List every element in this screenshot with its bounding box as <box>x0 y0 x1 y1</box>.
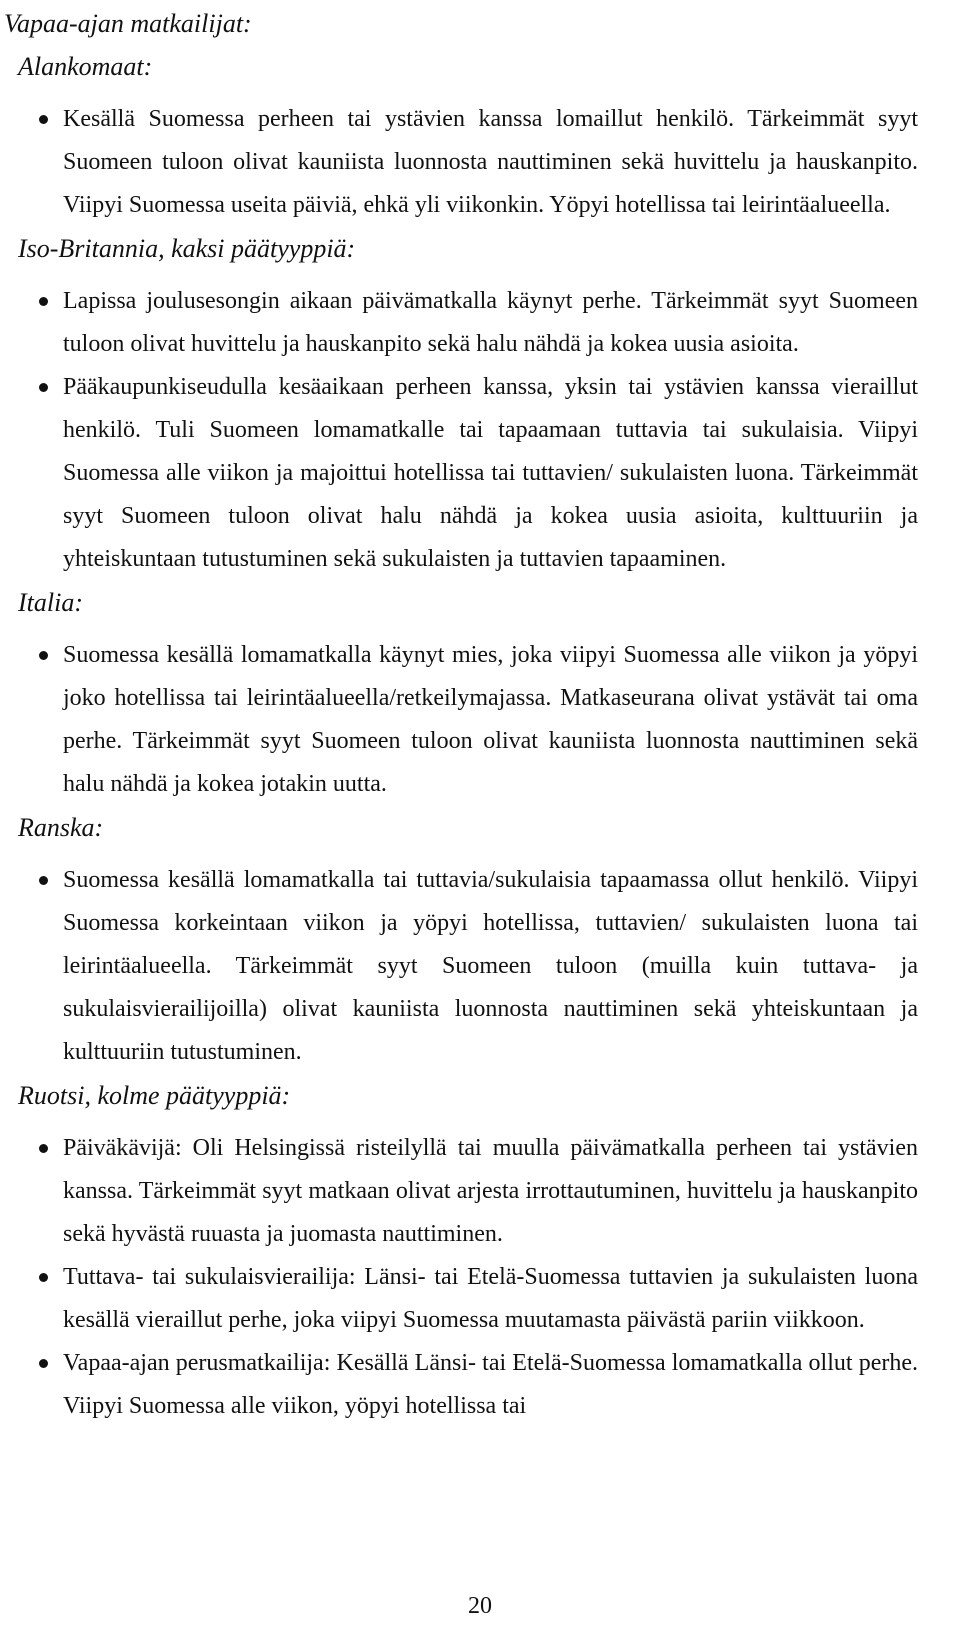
bullet-icon <box>39 1359 48 1368</box>
section-heading: Iso-Britannia, kaksi päätyyppiä: <box>18 234 356 263</box>
list-item <box>18 634 918 806</box>
bullet-icon <box>39 1144 48 1153</box>
list-item <box>18 1342 918 1428</box>
list-item-text: Suomessa kesällä lomamatkalla tai tuttavia/sukulaisia tapaamassa ollut henkilö. Viipyi Suomessa korkeintaan viikon ja yöpyi hotellissa, tuttavien/ sukulaisten luona tai leirintäalueella. Tärkeimmät syyt Suomeen tuloon (muilla kuin tuttava- ja sukulaisvierailijoilla) olivat kauniista luonnosta nauttiminen sekä yhteiskuntaan ja kulttuuriin tutustuminen. <box>63 867 918 1065</box>
list-item-text: Tuttava- tai sukulaisvierailija: Länsi- tai Etelä-Suomessa tuttavien ja sukulaisten luona kesällä vieraillut perhe, joka viipyi Suomessa muutamasta päivästä pariin viikkoon. <box>63 1264 918 1333</box>
list-item-text: Vapaa-ajan perusmatkailija: Kesällä Länsi- tai Etelä-Suomessa lomamatkalla ollut perhe. Viipyi Suomessa alle viikon, yöpyi hotellissa tai <box>63 1350 918 1419</box>
list-item-text: Kesällä Suomessa perheen tai ystävien kanssa lomaillut henkilö. Tärkeimmät syyt Suomeen tuloon olivat kauniista luonnosta nauttiminen sekä huvittelu ja hauskanpito. Viipyi Suomessa useita päiviä, ehkä yli viikonkin. Yöpyi hotellissa tai leirintäalueella. <box>63 106 918 218</box>
list-item <box>18 859 918 1074</box>
bullet-icon <box>39 383 48 392</box>
list-item-text: Lapissa joulusesongin aikaan päivämatkalla käynyt perhe. Tärkeimmät syyt Suomeen tuloon olivat huvittelu ja hauskanpito sekä halu nähdä ja kokea uusia asioita. <box>63 288 918 357</box>
bullet-list <box>18 280 918 581</box>
section-ranska <box>18 806 918 1074</box>
list-item <box>18 366 918 581</box>
section-heading: Italia: <box>18 588 83 617</box>
list-item <box>18 1256 918 1342</box>
section-heading: Ruotsi, kolme päätyyppiä: <box>18 1081 291 1110</box>
bullet-list <box>18 98 918 227</box>
bullet-icon <box>39 876 48 885</box>
page-number: 20 <box>468 1593 492 1619</box>
bullet-list <box>18 1127 918 1428</box>
section-italia <box>18 581 918 806</box>
section-ruotsi <box>18 1074 918 1428</box>
section-heading: Alankomaat: <box>18 52 153 81</box>
list-item-text: Pääkaupunkiseudulla kesäaikaan perheen kanssa, yksin tai ystävien kanssa vieraillut henkilö. Tuli Suomeen lomamatkalle tai tapaamaan tuttavia tai sukulaisia. Viipyi Suomessa alle viikon ja majoittui hotellissa tai tuttavien/ sukulaisten luona. Tärkeimmät syyt Suomeen tuloon olivat halu nähdä ja kokea uusia asioita, kulttuuriin ja yhteiskuntaan tutustuminen sekä sukulaisten ja tuttavien tapaaminen. <box>63 374 918 572</box>
section-heading: Ranska: <box>18 813 104 842</box>
bullet-icon <box>39 297 48 306</box>
list-item-text: Päiväkävijä: Oli Helsingissä risteilyllä tai muulla päivämatkalla perheen tai ystävien kanssa. Tärkeimmät syyt matkaan olivat arjesta irrottautuminen, huvittelu ja hauskanpito sekä hyvästä ruuasta ja juomasta nauttiminen. <box>63 1135 918 1247</box>
bullet-icon <box>39 1273 48 1282</box>
bullet-icon <box>39 651 48 660</box>
section-alankomaat <box>18 45 918 227</box>
list-item <box>18 280 918 366</box>
section-iso-britannia <box>18 227 918 581</box>
document-body <box>4 2 918 1428</box>
bullet-list <box>18 634 918 806</box>
bullet-icon <box>39 115 48 124</box>
bullet-list <box>18 859 918 1074</box>
list-item <box>18 98 918 227</box>
document-title: Vapaa-ajan matkailijat: <box>4 9 252 38</box>
list-item-text: Suomessa kesällä lomamatkalla käynyt mies, joka viipyi Suomessa alle viikon ja yöpyi joko hotellissa tai leirintäalueella/retkeilymajassa. Matkaseurana olivat ystävät tai oma perhe. Tärkeimmät syyt Suomeen tuloon olivat kauniista luonnosta nauttiminen sekä halu nähdä ja kokea jotakin uutta. <box>63 642 918 797</box>
list-item <box>18 1127 918 1256</box>
